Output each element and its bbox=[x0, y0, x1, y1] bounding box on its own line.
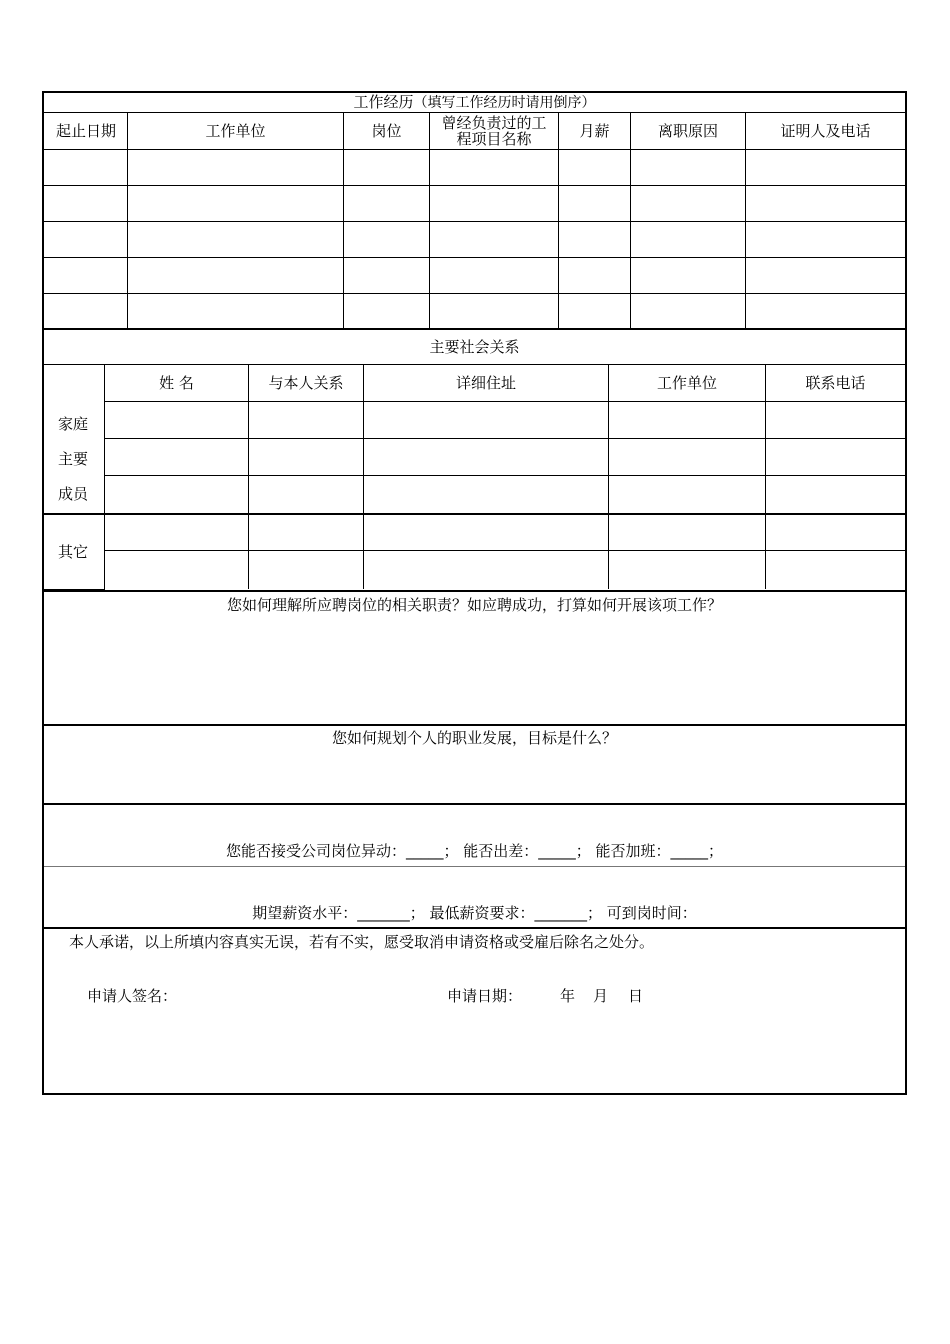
declaration-statement: 本人承诺，以上所填内容真实无误，若有不实，愿受取消申请资格或受雇后除名之处分。 bbox=[69, 933, 655, 951]
family-member-row[interactable] bbox=[105, 402, 905, 438]
family-member-row[interactable] bbox=[105, 476, 905, 513]
col-header-name: 姓 名 bbox=[159, 374, 194, 392]
signature-label: 申请人签名： bbox=[87, 987, 178, 1005]
col-header-workplace: 工作单位 bbox=[656, 374, 717, 392]
family-label-2: 主要 bbox=[58, 450, 89, 468]
availability-line-1[interactable]: 您能否接受公司岗位异动：_____； 能否出差：_____； 能否加班：_____； bbox=[225, 842, 724, 860]
col-header-salary: 月薪 bbox=[579, 122, 610, 140]
family-member-row[interactable] bbox=[105, 439, 905, 475]
availability-line-2[interactable]: 期望薪资水平：_______； 最低薪资要求：_______； 可到岗时间： bbox=[252, 904, 697, 922]
work-history-row[interactable] bbox=[44, 258, 905, 293]
other-relation-row[interactable] bbox=[105, 551, 905, 589]
col-header-phone: 联系电话 bbox=[805, 374, 866, 392]
col-header-position: 岗位 bbox=[371, 122, 402, 140]
question-2-section bbox=[44, 726, 905, 804]
date-day-label[interactable]: 日 bbox=[628, 987, 644, 1005]
col-header-dates: 起止日期 bbox=[55, 122, 116, 140]
work-history-row[interactable] bbox=[44, 186, 905, 221]
col-header-leave-reason: 离职原因 bbox=[657, 122, 718, 140]
work-history-title bbox=[44, 94, 905, 112]
col-header-address: 详细住址 bbox=[455, 374, 516, 392]
date-month-label[interactable]: 月 bbox=[593, 987, 609, 1005]
date-label: 申请日期： bbox=[447, 987, 523, 1005]
question-1-text: 您如何理解所应聘岗位的相关职责？如应聘成功，打算如何开展该项工作？ bbox=[226, 596, 722, 614]
family-label-3: 成员 bbox=[58, 485, 89, 503]
application-form bbox=[42, 91, 907, 1095]
work-history-title-note: （填写工作经历时请用倒序） bbox=[413, 95, 596, 111]
col-header-relationship: 与本人关系 bbox=[268, 374, 344, 392]
social-relations-title: 主要社会关系 bbox=[429, 338, 520, 356]
declaration-section bbox=[44, 929, 905, 1093]
col-header-reference: 证明人及电话 bbox=[780, 122, 871, 140]
other-relation-row[interactable] bbox=[105, 515, 905, 550]
date-year-label[interactable]: 年 bbox=[560, 987, 576, 1005]
question-2-answer[interactable] bbox=[54, 750, 895, 800]
work-history-row[interactable] bbox=[44, 294, 905, 328]
family-label-1: 家庭 bbox=[58, 415, 89, 433]
work-history-section bbox=[44, 93, 905, 329]
work-history-row[interactable] bbox=[44, 150, 905, 185]
question-1-answer[interactable] bbox=[54, 618, 895, 718]
social-relations-section bbox=[44, 330, 905, 591]
signature-field[interactable] bbox=[184, 981, 434, 1007]
col-header-projects: 曾经负责过的工程项目名称 bbox=[441, 114, 547, 148]
question-1-section bbox=[44, 592, 905, 725]
work-history-title-main: 工作经历 bbox=[353, 93, 414, 111]
work-history-row[interactable] bbox=[44, 222, 905, 257]
question-2-text: 您如何规划个人的职业发展，目标是什么？ bbox=[331, 729, 617, 747]
availability-section bbox=[44, 805, 905, 928]
other-label: 其它 bbox=[58, 543, 89, 561]
col-header-employer: 工作单位 bbox=[205, 122, 266, 140]
